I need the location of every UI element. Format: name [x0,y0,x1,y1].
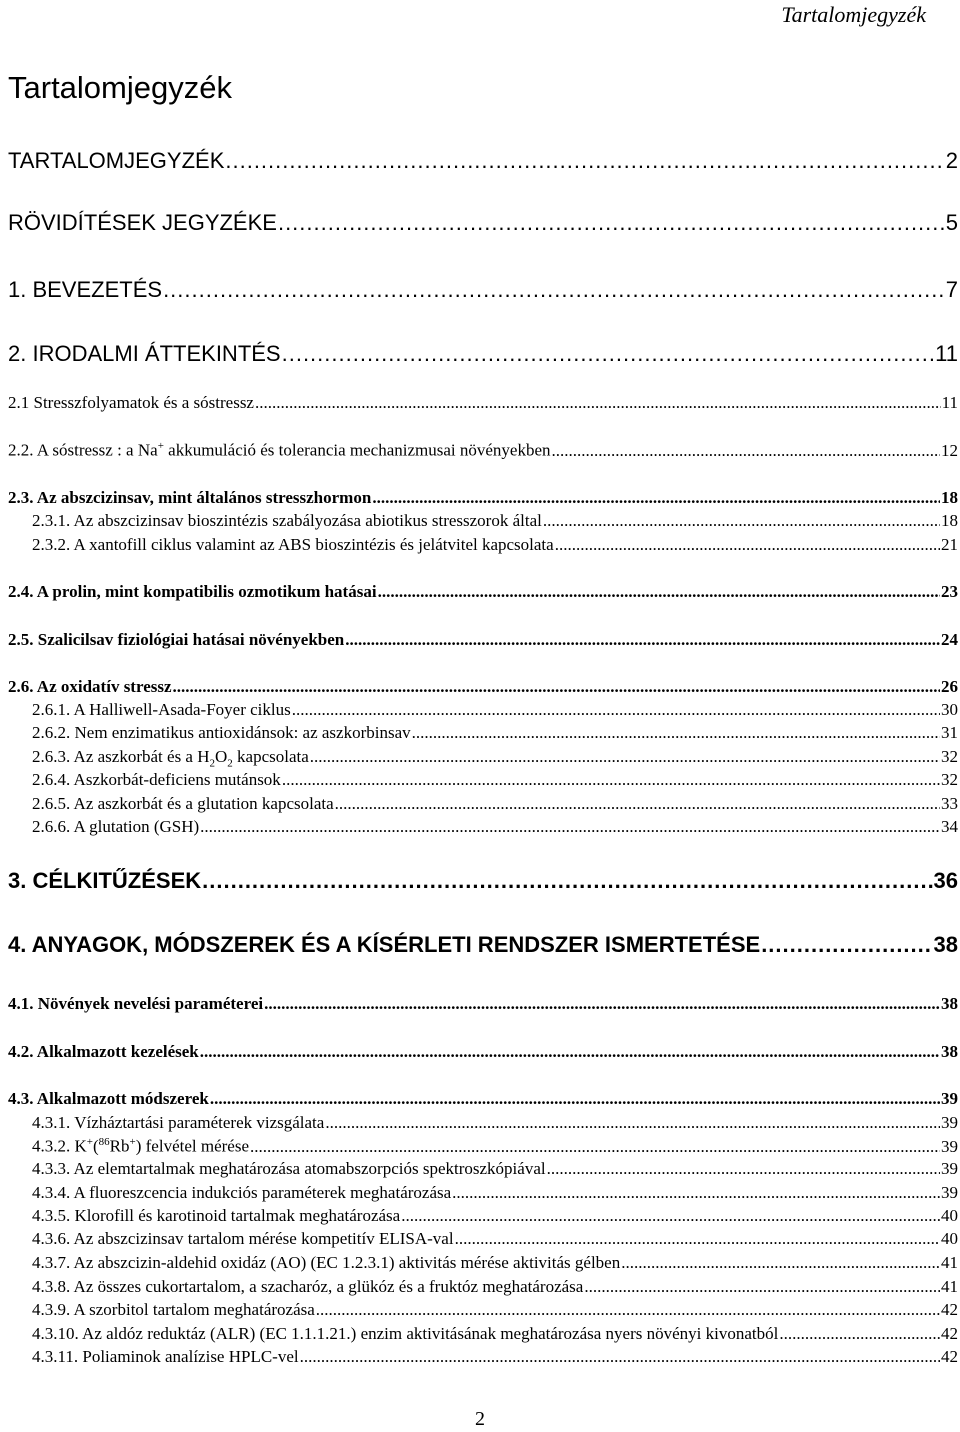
toc-dot-leader [335,794,940,814]
toc-entry-page-number: 39 [941,1183,958,1202]
toc-dot-leader [292,700,940,720]
toc-entry-title: 4.3. Alkalmazott módszerek [8,1089,209,1108]
toc-entry-title: 4.3.11. Poliaminok analízise HPLC-vel [32,1347,299,1366]
toc-entry[interactable] [0,535,960,555]
toc-dot-leader [316,1300,940,1320]
toc-entry-title: 2.6.6. A glutation (GSH) [32,817,200,836]
toc-entry[interactable] [0,488,960,508]
toc-entry-page-number: 39 [941,1089,958,1108]
toc-entry-page-number: 42 [941,1300,958,1319]
toc-entry[interactable] [0,994,960,1014]
toc-entry[interactable] [0,1253,960,1273]
toc-entry[interactable] [0,817,960,837]
toc-entry-title: 4.3.10. Az aldóz reduktáz (ALR) (EC 1.1.1.21.) enzim aktivitásának meghatározása nyers növényi kivonatból [32,1324,779,1343]
toc-dot-leader [455,1229,940,1249]
toc-entry-title: 3. CÉLKITŰZÉSEK [8,868,202,893]
toc-entry-title: 4.3.8. Az összes cukortartalom, a szacharóz, a glükóz és a fruktóz meghatározása [32,1277,584,1296]
toc-entry-title: 4.1. Növények nevelési paraméterei [8,994,264,1013]
toc-dot-leader [278,210,945,236]
toc-dot-leader [345,630,940,650]
toc-entry-title: 2.3. Az abszcizinsav, mint általános stresszhormon [8,488,372,507]
toc-entry-page-number: 36 [933,868,958,893]
toc-entry[interactable] [0,210,960,236]
toc-entry[interactable] [0,932,960,958]
toc-entry-page-number: 38 [933,932,958,957]
toc-entry-page-number: 24 [941,630,958,649]
toc-entry[interactable] [0,582,960,602]
toc-dot-leader [163,277,945,303]
toc-entry-page-number: 42 [941,1347,958,1366]
toc-entry[interactable] [0,341,960,367]
toc-entry[interactable] [0,770,960,790]
toc-dot-leader [202,868,932,894]
toc-entry[interactable] [0,1229,960,1249]
toc-entry-page-number: 39 [941,1136,958,1156]
toc-entry-title: 4.3.3. Az elemtartalmak meghatározása atomabszorpciós spektroszkópiával [32,1159,546,1178]
toc-dot-leader [547,1159,940,1179]
toc-entry-title: 2.6.1. A Halliwell-Asada-Foyer ciklus [32,700,291,719]
toc-entry-title: 4.3.9. A szorbitol tartalom meghatározása [32,1300,315,1319]
toc-entry-page-number: 18 [941,511,958,530]
toc-entry-page-number: 34 [941,817,958,836]
toc-entry-page-number: 5 [945,210,958,235]
toc-entry-title: 4.3.4. A fluoreszcencia indukciós paraméterek meghatározása [32,1183,452,1202]
toc-entry[interactable] [0,1277,960,1297]
toc-dot-leader [325,1113,940,1133]
toc-entry[interactable] [0,148,960,174]
toc-entry-title: 4.3.6. Az abszcizinsav tartalom mérése kompetitív ELISA-val [32,1229,454,1248]
toc-entry-page-number: 31 [941,723,958,742]
toc-entry[interactable] [0,393,960,413]
toc-entry-page-number: 26 [941,677,958,696]
toc-entry[interactable] [0,1206,960,1226]
footer-page-number: 2 [475,1408,485,1430]
toc-entry[interactable] [0,1089,960,1109]
toc-entry[interactable] [0,440,960,461]
toc-dot-leader [621,1253,940,1273]
toc-entry-page-number: 21 [941,535,958,554]
toc-dot-leader [401,1206,940,1226]
toc-entry-page-number: 12 [941,440,958,460]
toc-entry[interactable] [0,1159,960,1179]
toc-dot-leader [210,1089,940,1109]
toc-entry-title: RÖVIDÍTÉSEK JEGYZÉKE [8,210,277,235]
toc-entry-page-number: 42 [941,1324,958,1343]
toc-entry-title: 2. IRODALMI ÁTTEKINTÉS [8,341,281,366]
toc-dot-leader [372,488,940,508]
toc-dot-leader [300,1347,940,1367]
toc-dot-leader [555,535,940,555]
toc-entry[interactable] [0,677,960,697]
toc-entry[interactable] [0,1324,960,1344]
toc-dot-leader [310,747,940,767]
toc-dot-leader [225,148,944,174]
toc-entry-page-number: 38 [941,1042,958,1061]
toc-entry-title: 2.3.2. A xantofill ciklus valamint az ABS bioszintézis és jelátvitel kapcsolata [32,535,554,554]
toc-dot-leader [255,393,941,413]
toc-dot-leader [282,770,940,790]
toc-dot-leader [761,932,932,958]
toc-entry-title: 2.2. A sóstressz : a Na+ akkumuláció és tolerancia mechanizmusai növényekben [8,440,551,460]
toc-entry-page-number: 40 [941,1206,958,1225]
toc-entry-title: 4.3.7. Az abszcizin-aldehid oxidáz (AO) (EC 1.2.3.1) aktivitás mérése aktivitás gélben [32,1253,621,1272]
toc-entry[interactable] [0,723,960,743]
toc-entry[interactable] [0,1300,960,1320]
toc-entry-title: 2.5. Szalicilsav fiziológiai hatásai növényekben [8,630,345,649]
toc-dot-leader [552,441,940,461]
toc-entry-title: 2.6.2. Nem enzimatikus antioxidánsok: az aszkorbinsav [32,723,411,742]
toc-entry-title: 2.3.1. Az abszcizinsav bioszintézis szabályozása abiotikus stresszorok által [32,511,542,530]
toc-dot-leader [779,1324,940,1344]
toc-entry[interactable] [0,1136,960,1157]
toc-entry[interactable] [0,868,960,894]
toc-entry-title: 2.1 Stresszfolyamatok és a sóstressz [8,393,254,412]
toc-entry-title: 4.3.2. K+($^{86}$Rb+) felvétel mérése [32,1136,249,1156]
toc-entry-title: 4. ANYAGOK, MÓDSZEREK ÉS A KÍSÉRLETI RENDSZER ISMERTETÉSE [8,932,761,957]
toc-entry[interactable] [0,1113,960,1133]
toc-entry[interactable] [0,700,960,720]
toc-entry-page-number: 2 [945,148,958,173]
toc-entry-page-number: 7 [945,277,958,302]
toc-dot-leader [264,994,940,1014]
toc-entry-title: 2.6. Az oxidatív stressz [8,677,172,696]
toc-entry[interactable] [0,1183,960,1203]
toc-dot-leader [200,817,940,837]
toc-entry-page-number: 39 [941,1159,958,1178]
toc-entry-title: 2.6.4. Aszkorbát-deficiens mutánsok [32,770,281,789]
toc-entry-page-number: 33 [941,794,958,813]
toc-entry-title: 4.3.1. Vízháztartási paraméterek vizsgálata [32,1113,325,1132]
toc-entry-title: 2.4. A prolin, mint kompatibilis ozmotikum hatásai [8,582,377,601]
toc-entry[interactable] [0,277,960,303]
toc-entry[interactable] [0,794,960,814]
page-title: Tartalomjegyzék [8,70,232,105]
toc-entry-title: TARTALOMJEGYZÉK [8,148,225,173]
toc-entry[interactable] [0,1042,960,1062]
toc-entry[interactable] [0,1347,960,1367]
toc-entry-title: 2.6.3. Az aszkorbát és a $H_2O_2$ kapcsolata [32,747,309,770]
toc-dot-leader [543,511,940,531]
toc-entry-page-number: 18 [941,488,958,507]
toc-entry-page-number: 40 [941,1229,958,1248]
toc-entry-page-number: 41 [941,1253,958,1272]
toc-dot-leader [452,1183,940,1203]
toc-entry[interactable] [0,630,960,650]
running-header: Tartalomjegyzék [781,2,926,27]
toc-entry[interactable] [0,747,960,769]
toc-dot-leader [378,582,940,602]
toc-entry-title: 2.6.5. Az aszkorbát és a glutation kapcsolata [32,794,334,813]
toc-entry-title: 1. BEVEZETÉS [8,277,163,302]
toc-dot-leader [282,341,935,367]
toc-dot-leader [412,723,940,743]
toc-entry-page-number: 11 [935,341,958,366]
toc-entry-page-number: 32 [941,747,958,766]
toc-dot-leader [200,1042,940,1062]
toc-dot-leader [173,677,940,697]
toc-entry[interactable] [0,511,960,531]
toc-entry-page-number: 32 [941,770,958,789]
toc-dot-leader [584,1277,940,1297]
toc-entry-page-number: 39 [941,1113,958,1132]
toc-entry-title: 4.2. Alkalmazott kezelések [8,1042,199,1061]
toc-entry-title: 4.3.5. Klorofill és karotinoid tartalmak meghatározása [32,1206,401,1225]
toc-entry-page-number: 11 [941,393,958,412]
toc-entry-page-number: 41 [941,1277,958,1296]
toc-entry-page-number: 38 [941,994,958,1013]
toc-entry-page-number: 23 [941,582,958,601]
toc-entry-page-number: 30 [941,700,958,719]
toc-dot-leader [250,1137,940,1157]
